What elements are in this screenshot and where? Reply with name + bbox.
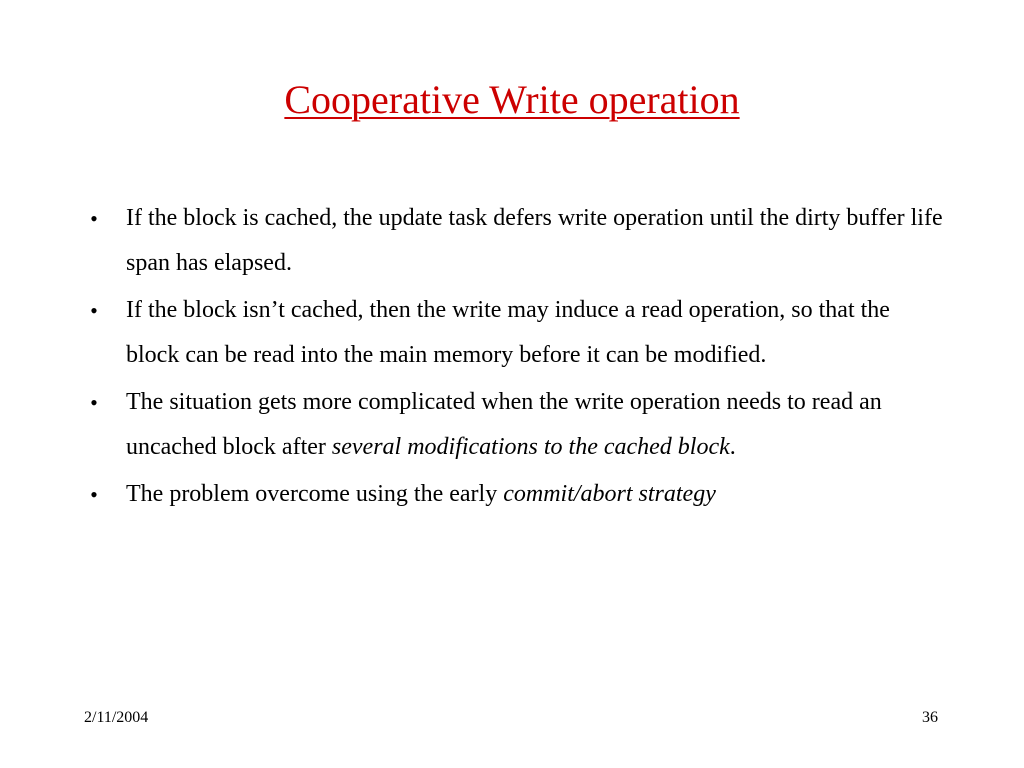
bullet-item (84, 196, 944, 286)
bullet-text: If the block isn’t cached, then the write may induce a read operation, so that the block can be read into the main memory before it can be modified. (126, 297, 890, 368)
bullet-text: If the block is cached, the update task defers write operation until the dirty buffer life span has elapsed. (126, 205, 943, 276)
bullet-icon: • (90, 298, 98, 323)
bullet-item (84, 472, 944, 517)
bullet-icon: • (90, 206, 98, 231)
footer-date: 2/11/2004 (84, 709, 149, 726)
bullet-text: The situation gets more complicated when the write operation needs to read an uncached block after (126, 389, 882, 460)
bullet-text-end: . (729, 434, 736, 460)
bullet-italic-text: commit/abort strategy (503, 481, 716, 507)
bullet-list (84, 196, 944, 519)
slide-title: Cooperative Write operation (284, 77, 740, 122)
bullet-text: The problem overcome using the early (126, 481, 504, 507)
bullet-icon: • (90, 482, 98, 507)
bullet-italic-text: several modifications to the cached block (331, 434, 730, 460)
bullet-item (84, 288, 944, 378)
bullet-icon: • (90, 390, 98, 415)
bullet-item (84, 380, 944, 470)
page-number: 36 (922, 709, 938, 726)
